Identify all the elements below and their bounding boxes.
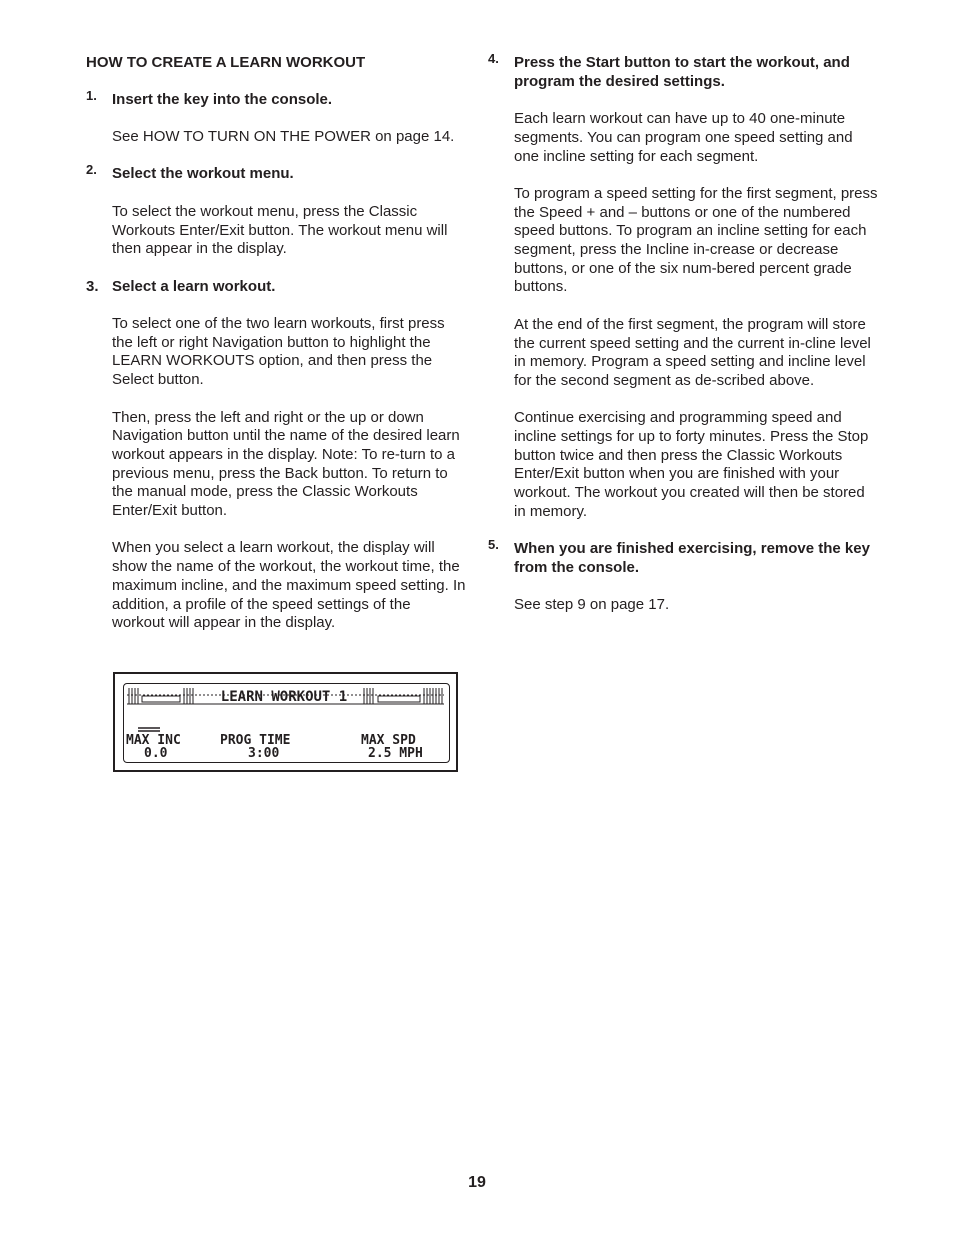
step-paragraph: See step 9 on page 17. bbox=[514, 596, 670, 614]
display-bar-block bbox=[378, 696, 420, 702]
console-display-illustration bbox=[113, 672, 458, 772]
step-number: 4. bbox=[488, 51, 499, 66]
step-paragraph: To program a speed setting for the first segment, press the Speed + and – buttons or one of the numbered speed buttons. To program an incline setting for each segment, press the Incline in-crease or decrease buttons, or one of the six num-bered percent grade buttons. bbox=[514, 184, 878, 296]
step-paragraph: See HOW TO TURN ON THE POWER on page 14. bbox=[112, 128, 455, 146]
right-column bbox=[488, 51, 878, 634]
left-column bbox=[86, 54, 466, 652]
step-heading: Insert the key into the console. bbox=[112, 90, 333, 108]
step-paragraph: At the end of the first segment, the program will store the current speed setting and the current in-cline level in memory. Program a speed setting and incline level for the second segment as de-scribed above. bbox=[514, 315, 871, 389]
step-number: 1. bbox=[86, 87, 97, 103]
page-number: 19 bbox=[468, 1174, 486, 1191]
step-heading: When you are finished exercising, remove the key from the console. bbox=[514, 540, 870, 576]
display-title: LEARN WORKOUT 1 bbox=[220, 689, 348, 705]
display-bar-block bbox=[142, 696, 180, 702]
step-number: 3. bbox=[86, 277, 99, 295]
display-max-spd-label: MAX SPD bbox=[361, 733, 416, 748]
step-heading: Press the Start button to start the workout, and program the desired settings. bbox=[514, 54, 850, 90]
display-prog-time-value: 3:00 bbox=[248, 746, 280, 761]
step-number: 5. bbox=[488, 537, 499, 553]
section-title: HOW TO CREATE A LEARN WORKOUT bbox=[86, 54, 366, 71]
console-display-screen bbox=[123, 683, 450, 763]
display-max-inc-label: MAX INC bbox=[126, 733, 181, 748]
step-paragraph: To select one of the two learn workouts, first press the left or right Navigation button to highlight the LEARN WORKOUTS option, and then press the Select button. bbox=[112, 315, 445, 389]
step-paragraph: To select the workout menu, press the Classic Workouts Enter/Exit button. The workout menu will then appear in the display. bbox=[112, 202, 448, 258]
step-3 bbox=[86, 278, 466, 633]
display-max-inc-value: 0.0 bbox=[144, 746, 168, 761]
step-1 bbox=[86, 87, 466, 147]
display-prog-time-label: PROG TIME bbox=[220, 733, 291, 748]
step-heading: Select the workout menu. bbox=[112, 165, 294, 183]
step-paragraph: Then, press the left and right or the up or down Navigation button until the name of the desired learn workout appears in the display. Note: To re-turn to a previous menu, press the Back button. To return to the manual mode, press the Classic Workouts Enter/Exit button. bbox=[112, 408, 460, 520]
step-5 bbox=[488, 537, 878, 615]
step-paragraph: Each learn workout can have up to 40 one-minute segments. You can program one speed setting and one incline setting for each segment. bbox=[514, 110, 853, 165]
display-max-spd-value: 2.5 MPH bbox=[368, 746, 423, 761]
step-number: 2. bbox=[86, 162, 97, 178]
step-paragraph: Continue exercising and programming speed and incline settings for up to forty minutes. Press the Stop button twice and then press the Classic Workouts Enter/Exit button when you are finished with your workout. The workout you created will then be stored in memory. bbox=[514, 409, 869, 520]
step-2 bbox=[86, 162, 466, 259]
step-4 bbox=[488, 51, 878, 522]
step-paragraph: When you select a learn workout, the display will show the name of the workout, the workout time, the maximum incline, and the maximum speed setting. In addition, a profile of the speed settings of the workout will appear in the display. bbox=[112, 539, 466, 632]
step-heading: Select a learn workout. bbox=[112, 277, 276, 295]
display-graphic bbox=[124, 684, 449, 762]
